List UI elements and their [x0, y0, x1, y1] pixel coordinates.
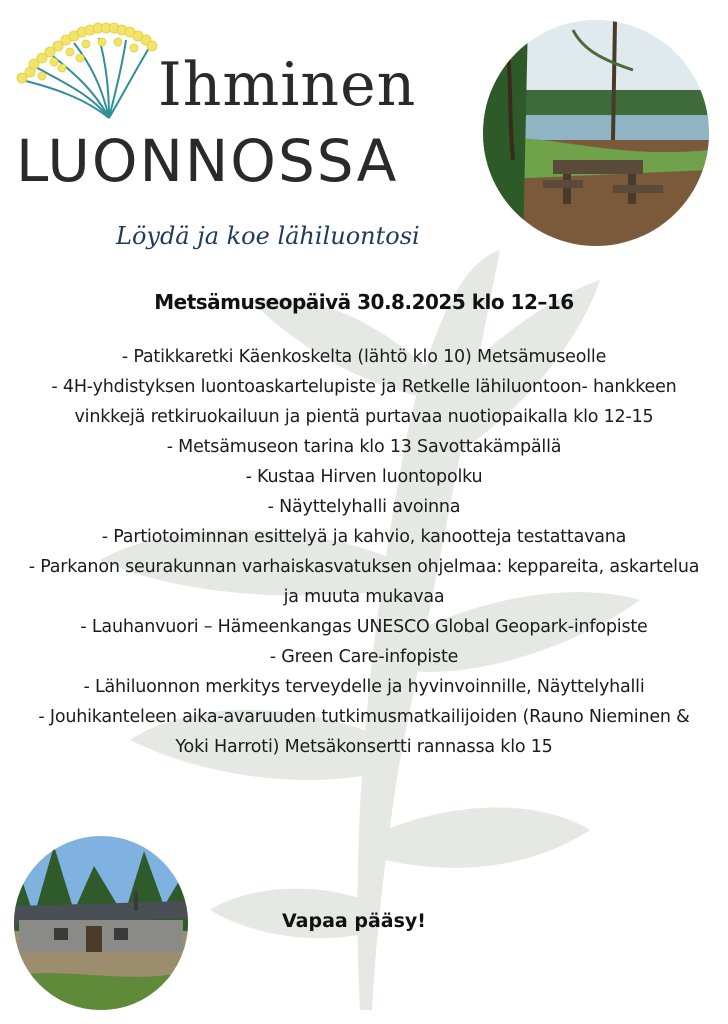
- program-item: - Parkanon seurakunnan varhaiskasvatuksen ohjelmaa: keppareita, askartelua ja muuta mukavaa: [28, 557, 700, 607]
- flower-logo-icon: [14, 18, 164, 123]
- title-line-2: LUONNOSSA: [16, 127, 399, 195]
- event-title: Metsämuseopäivä 30.8.2025 klo 12–16: [154, 290, 574, 314]
- program-item: - Näyttelyhalli avoinna: [267, 497, 461, 517]
- program-item: - Partiotoiminnan esittelyä ja kahvio, kanootteja testattavana: [101, 527, 627, 547]
- cabin-photo: [14, 836, 188, 1010]
- program-item: - Patikkaretki Käenkoskelta (lähtö klo 10) Metsämuseolle: [121, 347, 607, 367]
- program-item: - Jouhikanteleen aika-avaruuden tutkimusmatkailijoiden (Rauno Nieminen & Yoki Harroti) Metsäkonsertti rannassa klo 15: [38, 707, 690, 757]
- title-line-1: Ihminen: [158, 50, 417, 120]
- program-item: - Lauhanvuori – Hämeenkangas UNESCO Global Geopark-infopiste: [80, 617, 648, 637]
- program-item: - Green Care-infopiste: [269, 647, 459, 667]
- program-item: - Lähiluonnon merkitys terveydelle ja hyvinvoinnille, Näyttelyhalli: [83, 677, 645, 697]
- program-item: - Kustaa Hirven luontopolku: [245, 467, 483, 487]
- program-list: [20, 342, 708, 762]
- program-item: - Metsämuseon tarina klo 13 Savottakämpällä: [166, 437, 562, 457]
- program-item: - 4H-yhdistyksen luontoaskartelupiste ja Retkelle lähiluontoon- hankkeen vinkkejä retkiruokailuun ja pientä purtavaa nuotiopaikalla klo 12-15: [51, 377, 677, 427]
- free-admission: Vapaa pääsy!: [282, 910, 426, 932]
- lake-photo: [483, 20, 709, 246]
- subtitle: Löydä ja koe lähiluontosi: [116, 222, 420, 250]
